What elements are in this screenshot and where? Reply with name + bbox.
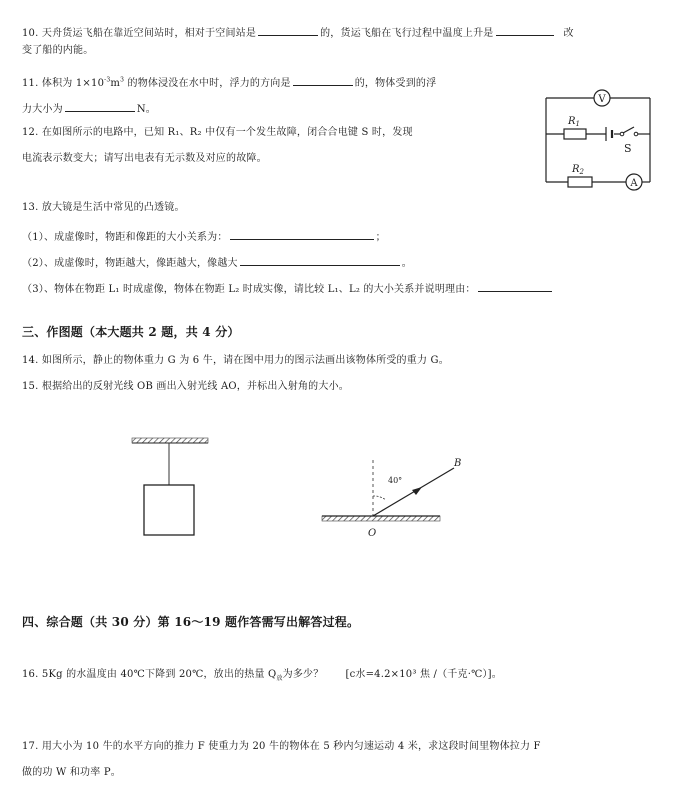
q13-sub3-text: （3）、物体在物距 L₁ 时成虚像，物体在物距 L₂ 时成实像，请比较 L₁、L₂ 的大小关系并说明理由： xyxy=(22,284,476,295)
q17-text-a: 17. 用大小为 10 牛的水平方向的推力 F 使重力为 20 牛的物体在 5 秒内匀速运动 4 米，求这段时间里物体拉力 F xyxy=(22,741,541,752)
ceiling-icon xyxy=(132,438,208,443)
q11-text-c: 的，物体受到的浮 xyxy=(354,78,437,89)
point-o-label: O xyxy=(368,528,377,539)
q13-sub2-text: （2）、成虚像时，物距越大，像距越大，像越大 xyxy=(22,258,238,269)
angle-arc xyxy=(373,496,386,500)
q13-sub2-end: 。 xyxy=(401,258,412,269)
switch-contact xyxy=(634,132,638,136)
q15-text: 15. 根据给出的反射光线 OB 画出入射光线 AO，并标出入射角的大小。 xyxy=(22,381,349,392)
r1-sub: 1 xyxy=(575,120,580,128)
switch-icon xyxy=(623,127,634,133)
q11-text-b: 的物体浸没在水中时，浮力的方向是 xyxy=(124,78,291,89)
r2-sub: 2 xyxy=(579,168,584,176)
section3-title: 三、作图题（本大题共 2 题，共 4 分） xyxy=(22,325,240,339)
mirror-icon xyxy=(322,516,440,521)
q10-text-c: 改 xyxy=(563,28,574,39)
q11-line1 xyxy=(22,74,436,91)
hanging-block-figure xyxy=(128,434,212,540)
q13-sub1-text: （1）、成虚像时，物距和像距的大小关系为： xyxy=(22,232,228,243)
q13-sub2 xyxy=(22,254,412,271)
q11-exp-a: -3 xyxy=(104,76,111,84)
point-b-label: B xyxy=(454,458,462,469)
q14-line xyxy=(22,354,449,368)
reflection-figure xyxy=(316,452,462,542)
q10-line1 xyxy=(22,24,574,41)
resistor-r1-icon xyxy=(564,129,586,139)
reflected-ray-ob[interactable] xyxy=(373,468,454,516)
q11-text-e: N。 xyxy=(136,104,156,115)
q16-formula: [c水=4.2×10³ 焦 /（千克·℃）]。 xyxy=(345,669,502,680)
q13-sub1-end: ； xyxy=(375,232,386,243)
q10-line2 xyxy=(22,44,93,58)
q11-text-m: m xyxy=(110,78,121,89)
q10-text-d: 变了船的内能。 xyxy=(22,45,94,56)
resistor-r2-icon xyxy=(568,177,592,187)
q12-text-b: 电流表示数变大；请写出电表有无示数及对应的故障。 xyxy=(22,153,267,164)
q17-line1 xyxy=(22,740,541,754)
q13-blank-3[interactable] xyxy=(478,280,552,292)
q13-blank-1[interactable] xyxy=(230,228,374,240)
q13-blank-2[interactable] xyxy=(240,254,400,266)
q10-blank-2[interactable] xyxy=(496,24,554,36)
q13-stem-text: 13. 放大镜是生活中常见的凸透镜。 xyxy=(22,202,185,213)
svg-text:R1 xyxy=(567,116,580,128)
svg-text:R2 xyxy=(571,164,585,176)
q12-line2 xyxy=(22,152,267,166)
q15-line xyxy=(22,380,349,394)
q16-sub: 放 xyxy=(276,675,283,682)
q17-text-b: 做的功 W 和功率 P。 xyxy=(22,767,121,778)
voltmeter-label: V xyxy=(598,94,606,105)
r1-letter: R xyxy=(568,116,576,127)
section3-heading xyxy=(22,324,240,340)
q11-blank-2[interactable] xyxy=(65,100,135,112)
q12-line1 xyxy=(22,126,413,140)
q13-stem xyxy=(22,201,185,215)
q13-sub1 xyxy=(22,228,386,245)
switch-label: S xyxy=(624,142,632,155)
r2-letter: R xyxy=(572,164,580,175)
q10-text-b: 的，货运飞船在飞行过程中温度上升是 xyxy=(320,28,494,39)
q13-sub3 xyxy=(22,280,554,297)
q10-text-a: 10. 天舟货运飞船在靠近空间站时，相对于空间站是 xyxy=(22,28,257,39)
circuit-diagram xyxy=(538,84,658,190)
section4-title: 四、综合题（共 30 分）第 16～19 题作答需写出解答过程。 xyxy=(22,615,360,629)
q11-blank-1[interactable] xyxy=(293,74,353,86)
block-icon[interactable] xyxy=(144,485,194,535)
angle-label: 40° xyxy=(388,476,403,485)
q14-text: 14. 如图所示，静止的物体重力 G 为 6 牛，请在图中用力的图示法画出该物体所受的重力 G。 xyxy=(22,355,449,366)
q16-line xyxy=(22,668,502,682)
q11-exp-b: 3 xyxy=(120,76,125,84)
q11-text-a: 11. 体积为 1×10 xyxy=(22,78,105,89)
section4-heading xyxy=(22,614,359,630)
q17-line2 xyxy=(22,766,121,780)
ammeter-label: A xyxy=(630,178,638,189)
q12-text-a: 12. 在如图所示的电路中，已知 R₁、R₂ 中仅有一个发生故障，闭合合电键 S 时，发现 xyxy=(22,127,413,138)
q11-text-d: 力大小为 xyxy=(22,104,63,115)
q11-line2 xyxy=(22,100,156,117)
q16-text-b: 为多少？ xyxy=(282,669,324,680)
q16-text-a: 16. 5Kg 的水温度由 40℃下降到 20℃，放出的热量 Q xyxy=(22,669,277,680)
q10-blank-1[interactable] xyxy=(258,24,318,36)
ray-arrow-icon xyxy=(412,487,422,495)
